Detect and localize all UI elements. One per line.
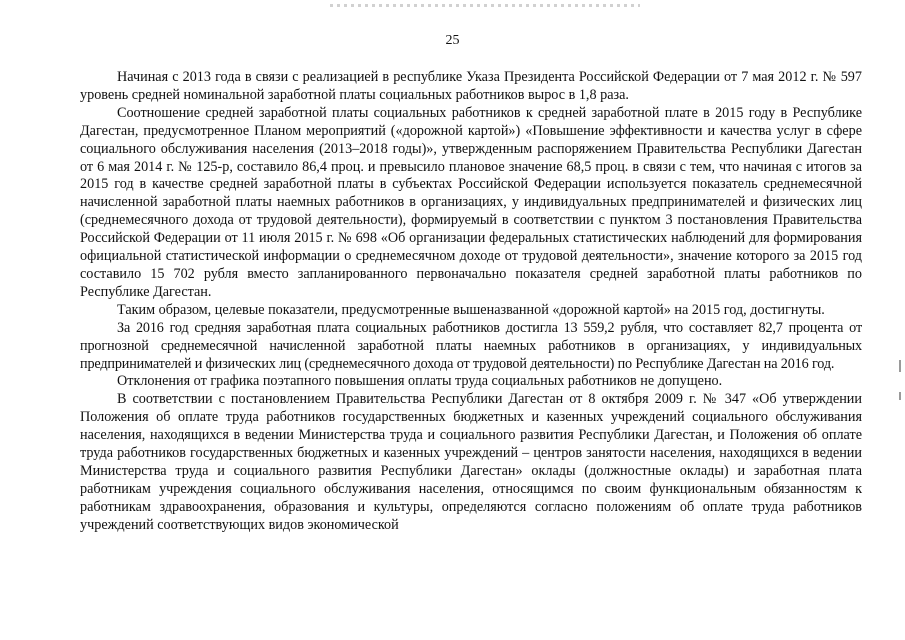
paragraph-2: Соотношение средней заработной платы социальных работников к средней заработной плате в 2015 году в Республике Дагестан, предусмотренное Планом мероприятий («дорожной картой») «Повышение эффективности и качества услуг в сфере социального обслуживания населения (2013–2018 годы)», утвержденным распоряжением Правительства Республики Дагестан от 6 мая 2014 г. № 125-р, составило 86,4 проц. и превысило плановое значение 68,5 проц. в связи с тем, что начиная с итогов за 2015 год в качестве средней заработной платы в субъектах Российской Федерации используется показатель среднемесячной начисленной заработной платы наемных работников в организациях, у индивидуальных предпринимателей и физических лиц (среднемесячного дохода от трудовой деятельности), формируемый в соответствии с пунктом 3 постановления Правительства Российской Федерации от 11 июля 2015 г. № 698 «Об организации федеральных статистических наблюдений для формирования официальной статистической информации о среднемесячном доходе от трудовой деятельности», значение которого за 2015 год составило 15 702 рубля вместо запланированного первоначально показателя средней заработной платы работников по Республике Дагестан. <box>80 104 862 300</box>
paragraph-3: Таким образом, целевые показатели, предусмотренные вышеназванной «дорожной картой» на 2015 год, достигнуты. <box>117 301 825 318</box>
paragraph-5: Отклонения от графика поэтапного повышения оплаты труда социальных работников не допущено. <box>117 373 723 390</box>
paragraph-4: За 2016 год средняя заработная плата социальных работников достигла 13 559,2 рубля, что составляет 82,7 процента от прогнозной среднемесячной начисленной заработной платы наемных работников в организациях, у индивидуальных предпринимателей и физических лиц (среднемесячного дохода от трудовой деятельности) по Республике Дагестан на 2016 год. <box>80 319 862 372</box>
scan-artifact <box>330 4 640 7</box>
scan-edge-mark <box>899 392 901 400</box>
scan-edge-mark <box>899 360 901 372</box>
document-body <box>80 69 862 535</box>
paragraph-1: Начиная с 2013 года в связи с реализацией в республике Указа Президента Российской Федерации от 7 мая 2012 г. № 597 уровень средней номинальной заработной платы социальных работников вырос в 1,8 раза. <box>80 69 862 103</box>
page-number: 25 <box>445 33 460 48</box>
paragraph-6: В соответствии с постановлением Правительства Республики Дагестан от 8 октября 2009 г. № 347 «Об утверждении Положения об оплате труда работников государственных бюджетных и казенных учреждений социального обслуживания населения, находящихся в ведении Министерства труда и социального развития Республики Дагестан, и Положения об оплате труда работников государственных бюджетных и казенных учреждений – центров занятости населения, находящихся в ведении Министерства труда и социального развития Республики Дагестан» оклады (должностные оклады) и заработная плата работникам учреждения социального обслуживания населения, относящимся по своим функциональным обязанностям к работникам здравоохранения, образования и культуры, определяются согласно положениям об оплате труда работников учреждений соответствующих видов экономической <box>80 391 862 533</box>
